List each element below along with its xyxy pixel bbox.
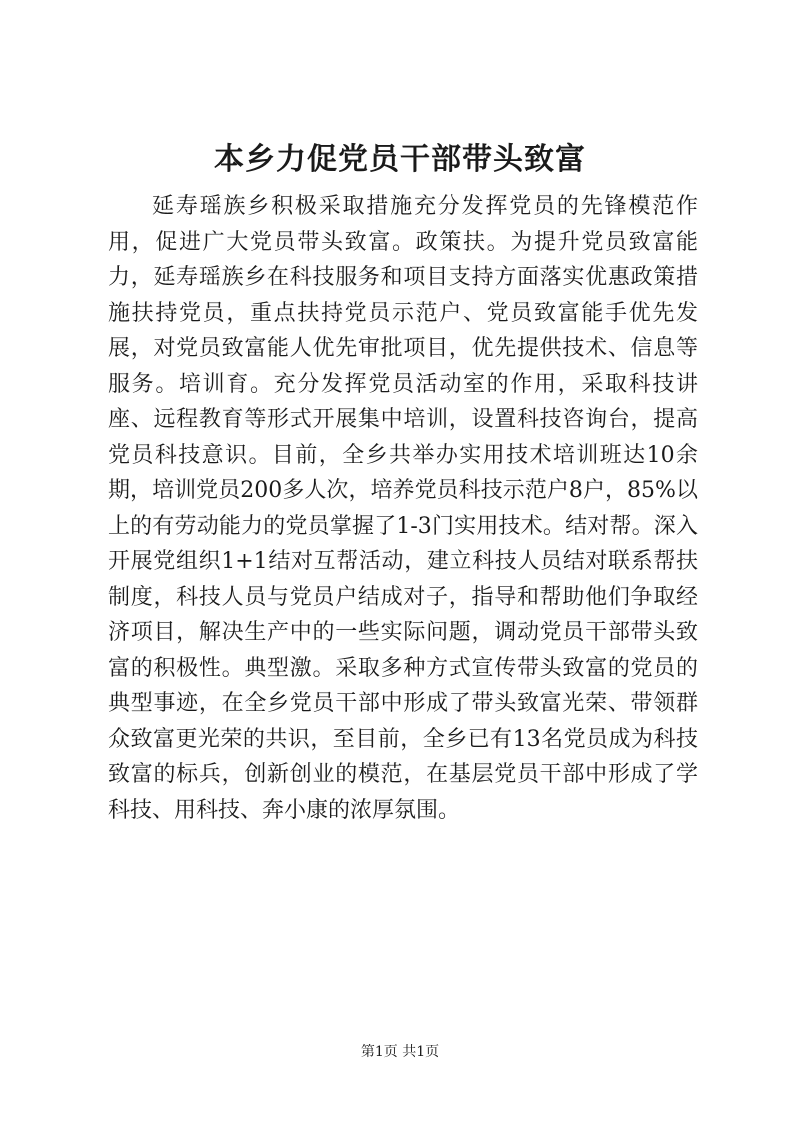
body-paragraph: 延寿瑶族乡积极采取措施充分发挥党员的先锋模范作用，促进广大党员带头致富。政策扶。为提升党员致富能力，延寿瑶族乡在科技服务和项目支持方面落实优惠政策措施扶持党员，重点扶持党员示范户、党员致富能手优先发展，对党员致富能人优先审批项目，优先提供技术、信息等服务。培训育。充分发挥党员活动室的作用，采取科技讲座、远程教育等形式开展集中培训，设置科技咨询台，提高党员科技意识。目前，全乡共举办实用技术培训班达10余期，培训党员200多人次，培养党员科技示范户8户，85%以上的有劳动能力的党员掌握了1-3门实用技术。结对帮。深入开展党组织1+1结对互帮活动，建立科技人员结对联系帮扶制度，科技人员与党员户结成对子，指导和帮助他们争取经济项目，解决生产中的一些实际问题，调动党员干部带头致富的积极性。典型激。采取多种方式宣传带头致富的党员的典型事迹，在全乡党员干部中形成了带头致富光荣、带领群众致富更光荣的共识，至目前，全乡已有13名党员成为科技致富的标兵，创新创业的模范，在基层党员干部中形成了学科技、用科技、奔小康的浓厚氛围。 bbox=[108, 194, 698, 823]
document-title: 本乡力促党员干部带头致富 bbox=[214, 142, 586, 177]
page-footer: 第1页 共1页 bbox=[360, 1044, 440, 1060]
